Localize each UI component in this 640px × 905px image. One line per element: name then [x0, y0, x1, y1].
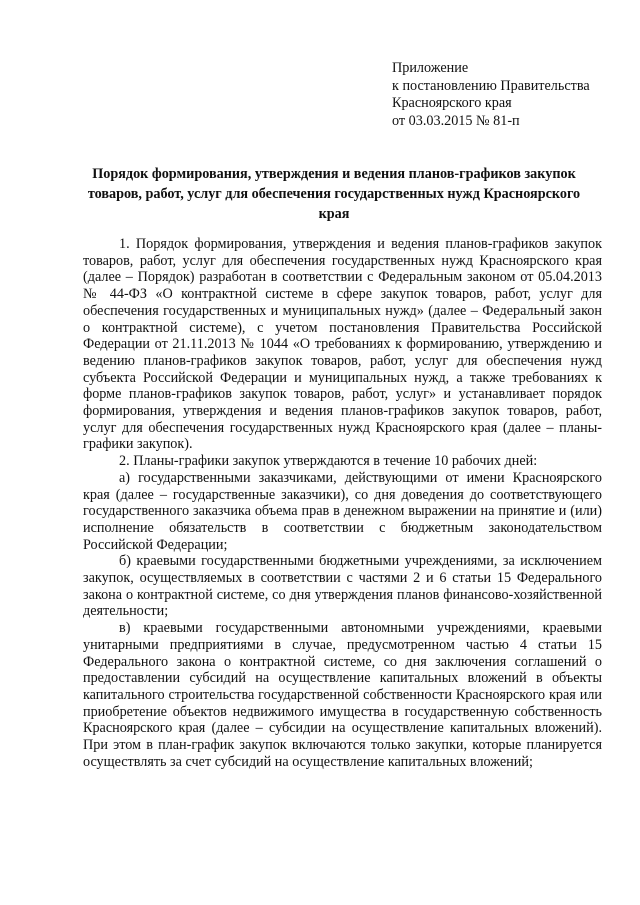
- appendix-block: [392, 60, 590, 130]
- appendix-region: Красноярского края: [392, 95, 512, 111]
- paragraph-2v: в) краевыми государственными автономными учреждениями, краевыми унитарными предприятиями в случае, предусмотренном частью 4 статьи 15 Федерального закона о контрактной системе, со дня заключения соглашений о предоставлении субсидий на осуществление капитальных вложений в объекты капитального строительства государственной собственности Красноярского края или приобретение объектов недвижимого имущества в государственную собственность Красноярского края (далее – субсидии на осуществление капитальных вложений). При этом в план-график закупок включаются только закупки, которые планируется осуществлять за счет субсидий на осуществление капитальных вложений;: [83, 620, 602, 770]
- appendix-label: Приложение: [392, 60, 469, 76]
- paragraph-2a: а) государственными заказчиками, действующими от имени Красноярского края (далее – государственные заказчики), со дня доведения до соответствующего государственного заказчика объема прав в денежном выражении на принятие и (или) исполнение обязательств в соответствии с бюджетным законодательством Российской Федерации;: [83, 469, 602, 553]
- appendix-date-number: от 03.03.2015 № 81-п: [392, 112, 520, 129]
- document-body: [83, 236, 602, 771]
- appendix-resolution: к постановлению Правительства: [392, 77, 590, 94]
- paragraph-1: 1. Порядок формирования, утверждения и ведения планов-графиков закупок товаров, работ, услуг для обеспечения государственных нужд Красноярского края (далее – Порядок) разработан в соответствии с Федеральным законом от 05.04.2013 № 44-ФЗ «О контрактной системе в сфере закупок товаров, работ, услуг для обеспечения государственных и муниципальных нужд» (далее – Федеральный закон о контрактной системе), с учетом постановления Правительства Российской Федерации от 21.11.2013 № 1044 «О требованиях к формированию, утверждению и ведению планов-графиков закупок товаров, работ, услуг для обеспечения нужд субъекта Российской Федерации и муниципальных нужд, а также требованиях к форме планов-графиков закупок товаров, работ, услуг» и устанавливает порядок формирования, утверждения и ведения планов-графиков закупок товаров, работ, услуг для обеспечения государственных нужд Красноярского края (далее – планы-графики закупок).: [83, 236, 602, 453]
- paragraph-2: 2. Планы-графики закупок утверждаются в течение 10 рабочих дней:: [119, 453, 538, 470]
- document-title: Порядок формирования, утверждения и ведения планов-графиков закупок товаров, работ, услуг для обеспечения государственных нужд Красноярского края: [87, 166, 581, 222]
- paragraph-2b: б) краевыми государственными бюджетными учреждениями, за исключением закупок, осуществляемых в соответствии с частями 2 и 6 статьи 15 Федерального закона о контрактной системе, со дня утверждения планов финансово-хозяйственной деятельности;: [83, 553, 602, 620]
